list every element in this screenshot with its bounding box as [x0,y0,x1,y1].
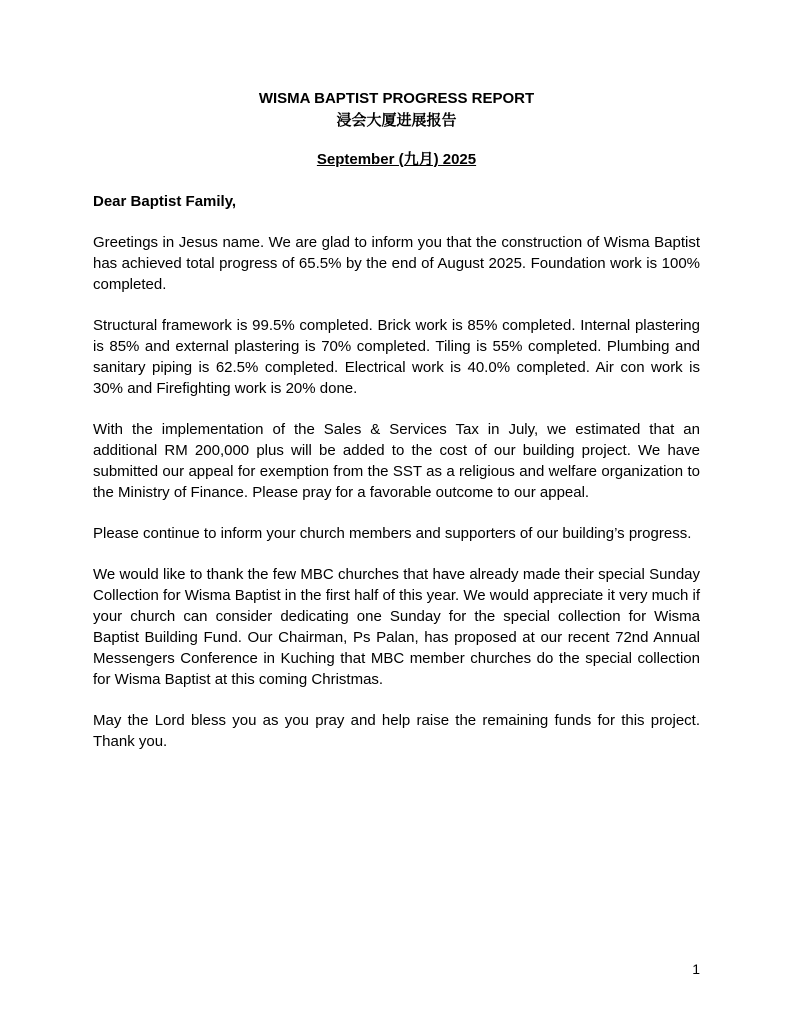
salutation: Dear Baptist Family, [93,193,237,210]
paragraph-progress-summary: Greetings in Jesus name. We are glad to inform you that the construction of Wisma Baptist has achieved total progress of 65.5% by the end of August 2025. Foundation work is 100% completed. [93,234,700,293]
paragraph-work-breakdown: Structural framework is 99.5% completed. Brick work is 85% completed. Internal plastering is 85% and external plastering is 70% completed. Tiling is 55% completed. Plumbing and sanitary piping is 62.5% completed. Electrical work is 40.0% completed. Air con work is 30% and Firefighting work is 20% done. [93,317,700,397]
page-number: 1 [692,961,700,977]
paragraph-sst-appeal: With the implementation of the Sales & Services Tax in July, we estimated that an additional RM 200,000 plus will be added to the cost of our building project. We have submitted our appeal for exemption from the SST as a religious and welfare organization to the Ministry of Finance. Please pray for a favorable outcome to our appeal. [93,421,700,501]
title-line-english: WISMA BAPTIST PROGRESS REPORT [258,90,535,107]
title-line-chinese: 浸会大厦进展报告 [336,112,457,129]
paragraph-closing-blessing: May the Lord bless you as you pray and help raise the remaining funds for this project. Thank you. [93,712,700,750]
date-heading [93,149,700,170]
paragraph-inform-members: Please continue to inform your church members and supporters of our building’s progress. [93,525,692,542]
paragraph-sunday-collection: We would like to thank the few MBC churches that have already made their special Sunday Collection for Wisma Baptist in the first half of this year. We would appreciate it very much if your church can consider dedicating one Sunday for the special collection for Wisma Baptist Building Fund. Our Chairman, Ps Palan, has proposed at our recent 72nd Annual Messengers Conference in Kuching that MBC member churches do the special collection for Wisma Baptist at this coming Christmas. [93,566,700,688]
date-heading-text: September (九月) 2025 [316,151,477,168]
document-title [93,88,700,132]
